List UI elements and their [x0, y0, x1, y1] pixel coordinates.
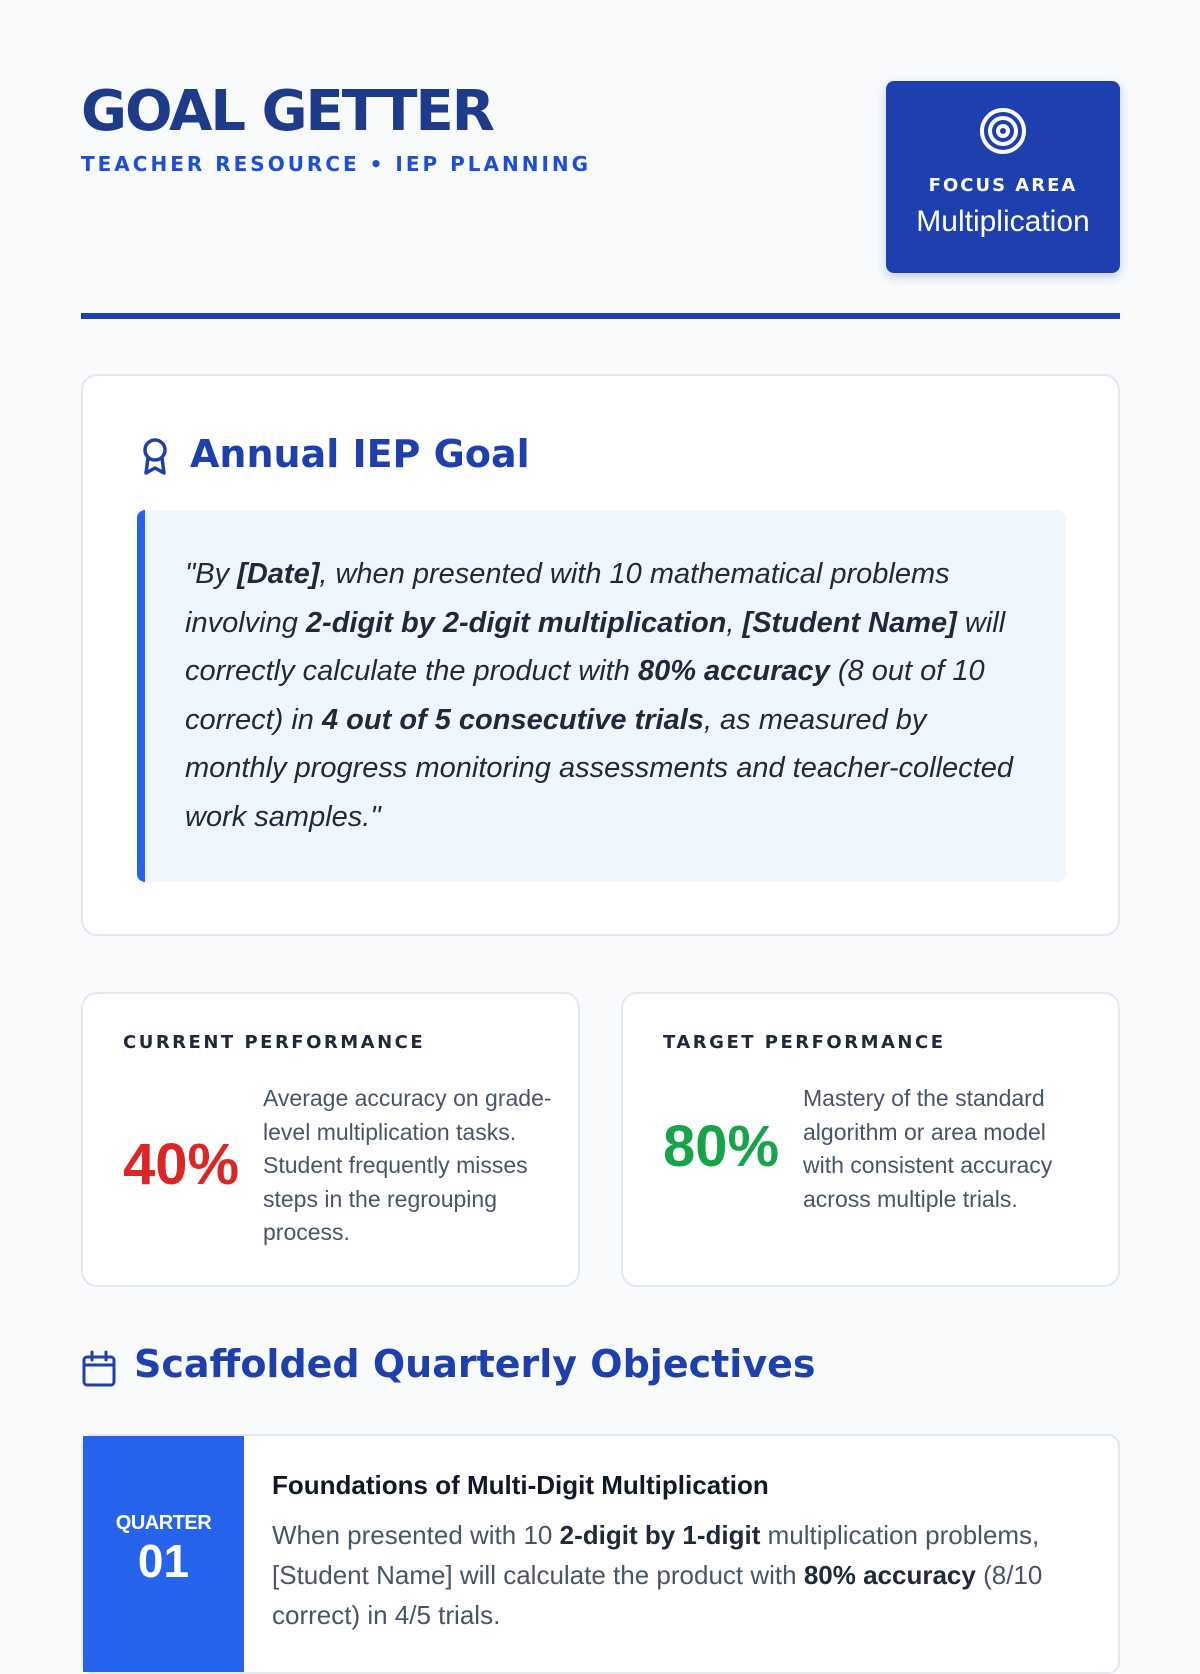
- award-ribbon-icon: [141, 438, 169, 476]
- page: [81, 0, 1120, 1630]
- annual-goal-statement: "By [Date], when presented with 10 mathematical problems involving 2-digit by 2-digit multiplication, [Student Name] will correctly calculate the product with 80% accuracy (8 out of 10 correct) in 4 out of 5 consecutive trials, as measured by monthly progress monitoring assessments and teacher-collected work samples.": [137, 510, 1066, 882]
- quarter-description: When presented with 10 2-digit by 1-digit multiplication problems, [Student Name] will calculate the product with 80% accuracy (8/10 correct) in 4/5 trials.: [272, 1520, 1043, 1630]
- annual-goal-title: Annual IEP Goal: [190, 432, 530, 476]
- annual-goal-card: [81, 374, 1120, 936]
- quarter-badge: [83, 1436, 244, 1672]
- current-performance-label: CURRENT PERFORMANCE: [123, 1032, 426, 1053]
- page-title: GOAL GETTER: [81, 79, 493, 144]
- quarter-number: 01: [137, 1535, 190, 1587]
- current-performance-value: 40%: [123, 1132, 240, 1197]
- target-performance-description: Mastery of the standard algorithm or area model with consistent accuracy across multiple trials.: [803, 1085, 1053, 1212]
- quarter-title: Foundations of Multi-Digit Multiplication: [272, 1470, 769, 1500]
- quarter-label: QUARTER: [115, 1512, 212, 1534]
- target-performance-value: 80%: [663, 1114, 780, 1179]
- current-performance-card: [81, 992, 580, 1287]
- target-icon: [979, 107, 1027, 155]
- focus-area-card: [886, 81, 1120, 273]
- header-divider: [81, 313, 1120, 319]
- target-performance-card: [621, 992, 1120, 1287]
- quarter-body: [272, 1470, 1092, 1635]
- current-performance-description: Average accuracy on grade-level multiplication tasks. Student frequently misses steps in the regrouping process.: [263, 1085, 552, 1245]
- calendar-icon: [81, 1350, 117, 1388]
- header: [81, 0, 1120, 321]
- target-performance-label: TARGET PERFORMANCE: [663, 1032, 946, 1053]
- focus-area-label: FOCUS AREA: [928, 175, 1078, 196]
- quarterly-objectives-title: Scaffolded Quarterly Objectives: [134, 1342, 816, 1386]
- focus-area-value: Multiplication: [916, 205, 1090, 238]
- page-subtitle: TEACHER RESOURCE • IEP PLANNING: [81, 152, 592, 176]
- quarter-objective-card: [81, 1434, 1120, 1674]
